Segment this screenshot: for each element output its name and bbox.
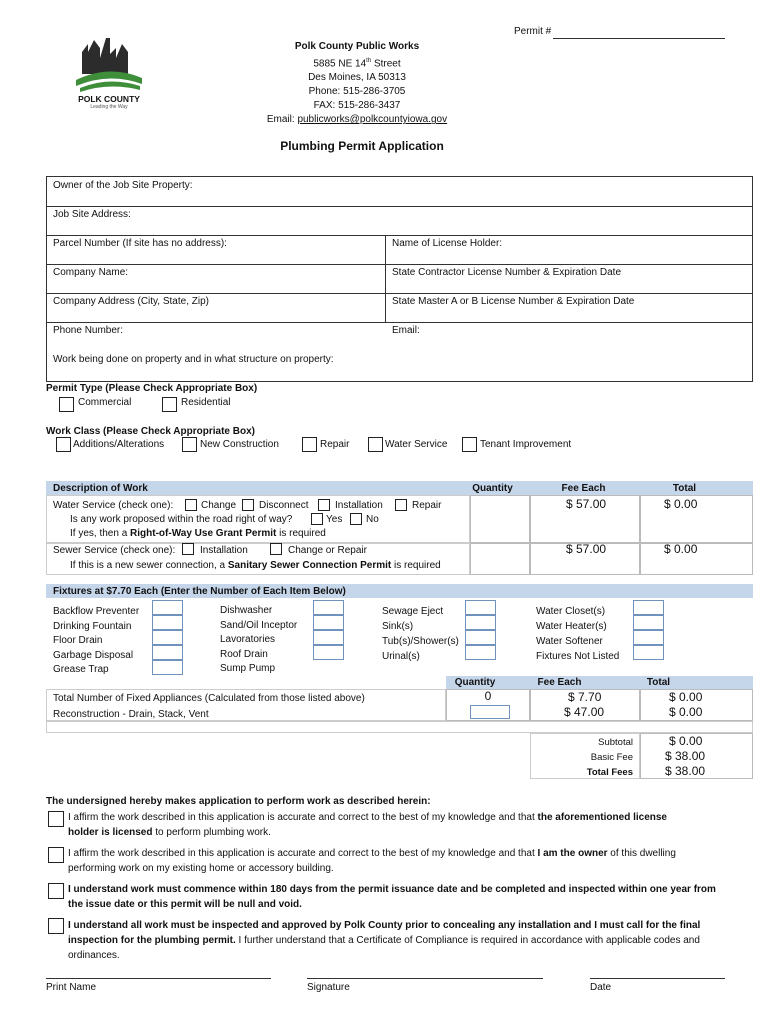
permit-number-field[interactable] (553, 38, 725, 39)
signature-line[interactable] (307, 978, 543, 979)
subtotal-label: Subtotal (598, 737, 633, 748)
new-construction-label: New Construction (200, 439, 279, 450)
fixture-qty-input[interactable] (152, 600, 183, 615)
email-link[interactable]: publicworks@polkcountyiowa.gov (297, 114, 448, 126)
fixtures-col-2 (220, 604, 297, 677)
fixture-qty-input[interactable] (633, 630, 664, 645)
logo-text: POLK COUNTY (78, 94, 140, 104)
fixture-qty-input[interactable] (465, 615, 496, 630)
water-fee-each: $ 57.00 (566, 497, 607, 511)
fixed-appliances-fee: $ 7.70 (568, 690, 602, 704)
fixture-qty-input[interactable] (465, 645, 496, 660)
affirm-licensed-checkbox[interactable] (48, 811, 64, 827)
fixture-label: Grease Trap (53, 664, 109, 676)
reconstruction-total: $ 0.00 (669, 705, 703, 719)
water-service-label: Water Service (385, 439, 448, 450)
org-name: Polk County Public Works (294, 41, 420, 52)
affirm-owner-text: I affirm the work described in this application is accurate and correct to the best of my knowledge and that I am the owner of this dwelling performing work on my existing home or accessory building. (68, 848, 676, 874)
state-master-field[interactable]: State Master A or B License Number & Expiration Date (392, 296, 635, 307)
water-disconnect-label: Disconnect (259, 500, 309, 511)
fixture-qty-input[interactable] (152, 645, 183, 660)
company-name-field[interactable]: Company Name: (53, 267, 129, 278)
fixture-qty-input[interactable] (465, 600, 496, 615)
fixture-qty-input[interactable] (465, 630, 496, 645)
sewer-installation-label: Installation (200, 545, 248, 556)
row-yes-checkbox[interactable] (311, 513, 323, 525)
fixed-appliances-total: $ 0.00 (669, 690, 703, 704)
fixture-label: Tub(s)/Shower(s) (382, 636, 459, 647)
sewer-change-repair-label: Change or Repair (288, 545, 367, 556)
commence-text: I understand work must commence within 180 days from the permit issuance date and be completed and inspected within one year from the issue date or this permit will be null and void. (68, 884, 716, 910)
right-of-way-question: Is any work proposed within the road right of way? (70, 514, 293, 525)
license-holder-field[interactable]: Name of License Holder: (392, 238, 503, 249)
sewer-total: $ 0.00 (664, 542, 698, 556)
org-address-block (250, 40, 464, 127)
fixture-qty-input[interactable] (152, 630, 183, 645)
total-fees-value: $ 38.00 (665, 764, 706, 778)
fixture-label: Roof Drain (220, 648, 268, 660)
sewer-installation-checkbox[interactable] (182, 543, 194, 555)
fixture-qty-input[interactable] (313, 630, 344, 645)
fixture-label: Drinking Fountain (53, 620, 132, 632)
work-class-heading: Work Class (Please Check Appropriate Box) (46, 426, 255, 437)
row-no-checkbox[interactable] (350, 513, 362, 525)
fixtures-col-4 (536, 604, 619, 664)
repair-checkbox[interactable] (302, 437, 317, 452)
permit-type-heading: Permit Type (Please Check Appropriate Box) (46, 383, 258, 394)
fixture-label: Sink(s) (382, 621, 414, 632)
residential-checkbox[interactable] (162, 397, 177, 412)
fixture-label: Garbage Disposal (53, 649, 134, 661)
affirm-licensed-text: I affirm the work described in this application is accurate and correct to the best of my knowledge and that the aforementioned license holder is licensed to perform plumbing work. (68, 812, 667, 838)
fixture-label: Sewage Eject (382, 606, 444, 617)
inspection-checkbox[interactable] (48, 918, 64, 934)
tenant-improvement-checkbox[interactable] (462, 437, 477, 452)
inspection-text: I understand all work must be inspected and approved by Polk County prior to concealing any installation and I must call for the final inspection for the plumbing permit. I further understand that a Certificate of Compliance is required in accordance with applicable codes and ordinances. (68, 920, 701, 961)
org-fax: FAX: 515-286-3437 (313, 100, 401, 112)
water-change-checkbox[interactable] (185, 499, 197, 511)
org-email: Email: publicworks@polkcountyiowa.gov (266, 114, 448, 126)
additions-checkbox[interactable] (56, 437, 71, 452)
signature-label: Signature (307, 982, 350, 993)
water-disconnect-checkbox[interactable] (242, 499, 254, 511)
basic-fee-label: Basic Fee (590, 752, 633, 763)
water-service-type-label: Water Service (check one): (53, 500, 174, 511)
col-description: Description of Work (53, 483, 148, 494)
sewer-change-repair-checkbox[interactable] (270, 543, 282, 555)
email-field[interactable]: Email: (392, 325, 420, 336)
org-street: 5885 NE 14th Street (313, 58, 401, 70)
polk-county-logo (74, 34, 144, 112)
col-quantity: Quantity (472, 483, 513, 494)
fixture-qty-input[interactable] (152, 660, 183, 675)
col-fee-each: Fee Each (561, 483, 606, 494)
declaration-heading: The undersigned hereby makes application to perform work as described herein: (46, 796, 431, 807)
phone-field[interactable]: Phone Number: (53, 325, 124, 336)
date-line[interactable] (590, 978, 725, 979)
fixture-qty-input[interactable] (633, 645, 664, 660)
sewer-note: If this is a new sewer connection, a Sanitary Sewer Connection Permit is required (70, 560, 441, 571)
fixture-qty-input[interactable] (633, 600, 664, 615)
fixtures-heading: Fixtures at $7.70 Each (Enter the Number of Each Item Below) (53, 586, 346, 597)
reconstruction-fee: $ 47.00 (564, 705, 605, 719)
residential-label: Residential (181, 397, 231, 408)
fixture-qty-input[interactable] (313, 645, 344, 660)
fixture-qty-input[interactable] (313, 600, 344, 615)
print-name-label: Print Name (46, 982, 97, 993)
new-construction-checkbox[interactable] (182, 437, 197, 452)
description-header (46, 481, 753, 495)
fixture-label: Water Closet(s) (536, 606, 606, 617)
fixture-label: Dishwasher (220, 605, 273, 616)
basic-fee-value: $ 38.00 (665, 749, 706, 763)
water-repair-label: Repair (412, 500, 442, 511)
commercial-label: Commercial (78, 397, 132, 408)
fixture-label: Water Softener (536, 636, 603, 647)
col-total: Total (672, 483, 697, 494)
print-name-line[interactable] (46, 978, 271, 979)
fixture-label: Sump Pump (220, 663, 276, 675)
repair-label: Repair (320, 439, 350, 450)
water-installation-label: Installation (335, 500, 383, 511)
parcel-field[interactable]: Parcel Number (If site has no address): (53, 238, 227, 249)
subtotal-value: $ 0.00 (669, 734, 703, 748)
reconstruction-qty-input[interactable] (470, 705, 510, 719)
water-change-label: Change (201, 500, 237, 511)
applicant-info-table (46, 176, 753, 382)
totals-col-total: Total (646, 677, 671, 688)
affirm-owner-checkbox[interactable] (48, 847, 64, 863)
reconstruction-label: Reconstruction - Drain, Stack, Vent (53, 709, 209, 720)
totals-col-quantity: Quantity (454, 677, 496, 688)
sewer-fee-each: $ 57.00 (566, 542, 607, 556)
permit-number-label: Permit # (514, 26, 552, 37)
commence-checkbox[interactable] (48, 883, 64, 899)
commercial-checkbox[interactable] (59, 397, 74, 412)
sewer-service-type-label: Sewer Service (check one): (53, 545, 176, 556)
logo-tagline: Leading the Way (90, 104, 128, 110)
fixture-qty-input[interactable] (313, 615, 344, 630)
fixture-label: Lavoratories (220, 634, 276, 646)
fixture-qty-input[interactable] (152, 615, 183, 630)
fixtures-col-3 (382, 604, 459, 664)
tenant-improvement-label: Tenant Improvement (480, 439, 572, 450)
water-installation-checkbox[interactable] (318, 499, 330, 511)
org-phone: Phone: 515-286-3705 (308, 86, 406, 98)
water-total: $ 0.00 (664, 497, 698, 511)
water-repair-checkbox[interactable] (395, 499, 407, 511)
fixture-label: Floor Drain (53, 635, 103, 647)
water-quantity-cell[interactable] (470, 495, 530, 543)
totals-col-fee: Fee Each (537, 677, 582, 688)
owner-field[interactable]: Owner of the Job Site Property: (53, 180, 193, 191)
org-city: Des Moines, IA 50313 (308, 72, 406, 84)
sewer-quantity-cell[interactable] (470, 543, 530, 575)
fixture-qty-input[interactable] (633, 615, 664, 630)
date-label: Date (590, 982, 612, 993)
fixture-label: Backflow Preventer (53, 606, 140, 617)
fixture-label: Sand/Oil Inceptor (220, 619, 298, 631)
fixture-label: Water Heater(s) (536, 621, 607, 632)
fixed-appliances-label: Total Number of Fixed Appliances (Calculated from those listed above) (53, 693, 365, 704)
row-no-label: No (366, 514, 379, 525)
company-address-field[interactable]: Company Address (City, State, Zip) (53, 296, 209, 307)
page-title: Plumbing Permit Application (280, 139, 444, 153)
additions-label: Additions/Alterations (73, 439, 165, 450)
fixed-appliances-qty: 0 (484, 689, 492, 703)
fixture-label: Urinal(s) (382, 651, 420, 662)
water-service-checkbox[interactable] (368, 437, 383, 452)
row-yes-label: Yes (326, 514, 343, 525)
total-fees-label: Total Fees (586, 767, 633, 778)
fixtures-col-1 (53, 605, 139, 678)
right-of-way-note: If yes, then a Right-of-Way Use Grant Permit is required (70, 528, 326, 539)
job-address-field[interactable]: Job Site Address: (53, 209, 131, 220)
state-contractor-field[interactable]: State Contractor License Number & Expiration Date (392, 267, 621, 278)
fixture-label: Fixtures Not Listed (536, 651, 620, 662)
work-description-field[interactable]: Work being done on property and in what structure on property: (53, 354, 334, 365)
